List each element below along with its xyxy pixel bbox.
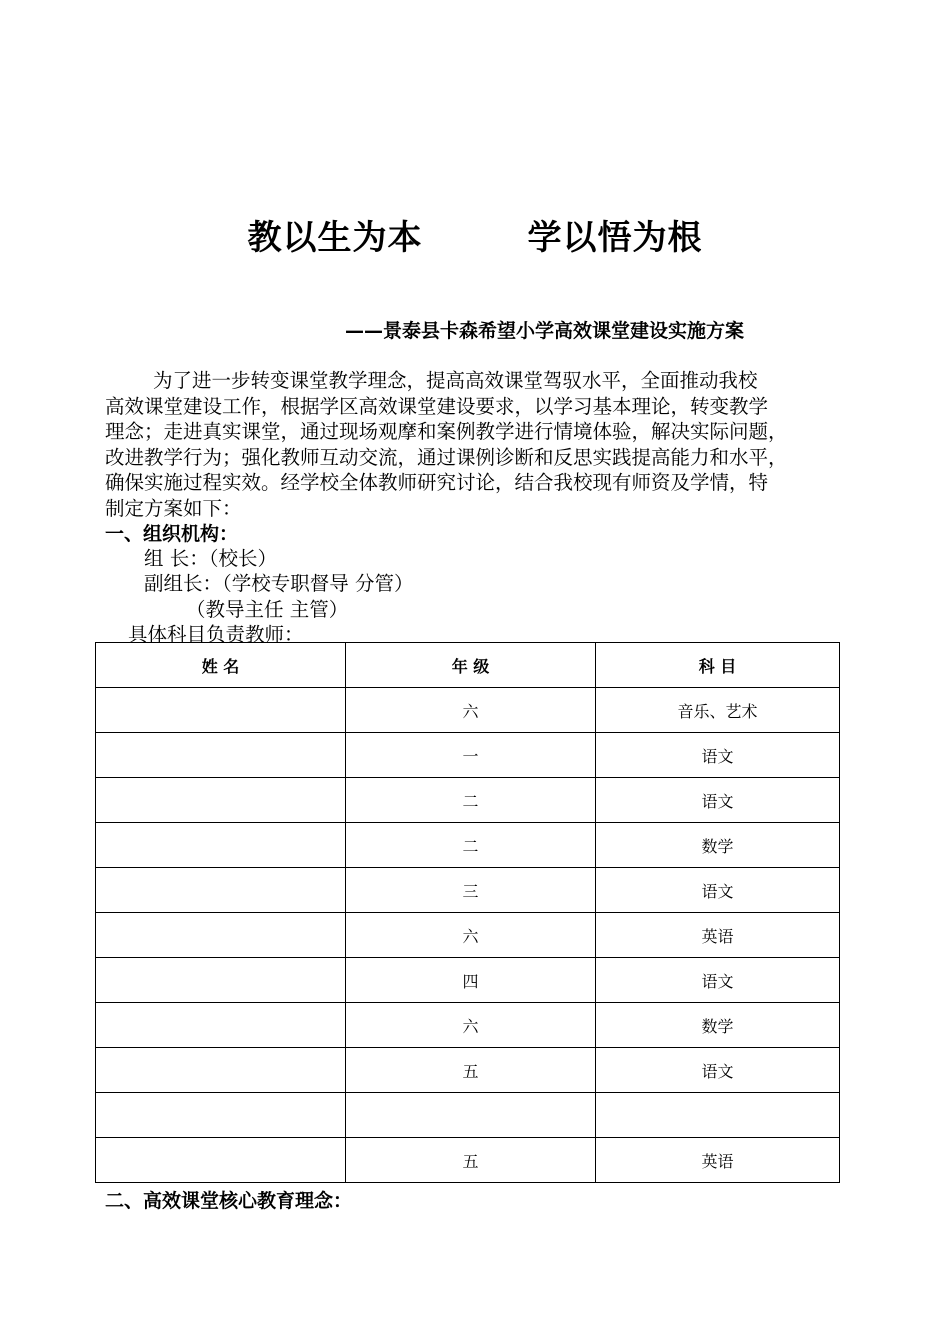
cell-grade: 三 xyxy=(346,868,596,913)
intro-line: 改进教学行为；强化教师互动交流，通过课例诊断和反思实践提高能力和水平， xyxy=(105,445,788,469)
cell-grade: 一 xyxy=(346,733,596,778)
table-row xyxy=(96,958,840,1003)
cell-name xyxy=(96,778,346,823)
cell-grade: 六 xyxy=(346,1003,596,1048)
table-row xyxy=(96,733,840,778)
header-grade: 年 级 xyxy=(346,643,596,688)
teacher-table xyxy=(95,642,840,1183)
subtitle: ——景泰县卡森希望小学高效课堂建设实施方案 xyxy=(345,320,745,342)
title-right: 学以悟为根 xyxy=(527,218,703,258)
table-row xyxy=(96,913,840,958)
intro-line: 制定方案如下： xyxy=(105,496,242,520)
cell-subject: 音乐、艺术 xyxy=(596,688,840,733)
cell-grade: 五 xyxy=(346,1138,596,1183)
cell-name xyxy=(96,1093,346,1138)
table-row xyxy=(96,1138,840,1183)
cell-grade: 六 xyxy=(346,688,596,733)
cell-grade: 四 xyxy=(346,958,596,1003)
cell-name xyxy=(96,1048,346,1093)
cell-name xyxy=(96,823,346,868)
section1-heading: 一、组织机构： xyxy=(105,523,239,545)
table-row xyxy=(96,1048,840,1093)
cell-subject: 英语 xyxy=(596,913,840,958)
leader-line: 组 长：（校长） xyxy=(144,547,277,570)
intro-line: 为了进一步转变课堂教学理念，提高高效课堂驾驭水平，全面推动我校 xyxy=(153,369,758,392)
cell-subject: 数学 xyxy=(596,1003,840,1048)
cell-name xyxy=(96,1003,346,1048)
cell-subject: 数学 xyxy=(596,823,840,868)
cell-subject: 语文 xyxy=(596,958,840,1003)
cell-name xyxy=(96,913,346,958)
cell-name xyxy=(96,733,346,778)
cell-subject: 语文 xyxy=(596,1048,840,1093)
cell-grade: 五 xyxy=(346,1048,596,1093)
header-subject: 科 目 xyxy=(596,643,840,688)
cell-subject: 语文 xyxy=(596,868,840,913)
table-row xyxy=(96,823,840,868)
section2-heading: 二、高效课堂核心教育理念： xyxy=(105,1190,353,1212)
cell-subject: 语文 xyxy=(596,778,840,823)
intro-line: 确保实施过程实效。经学校全体教师研究讨论，结合我校现有师资及学情，特 xyxy=(105,471,769,494)
cell-name xyxy=(96,688,346,733)
deputy-line-2: （教导主任 主管） xyxy=(186,598,349,621)
cell-subject: 英语 xyxy=(596,1138,840,1183)
cell-name xyxy=(96,868,346,913)
title-left: 教以生为本 xyxy=(247,218,423,258)
cell-grade: 六 xyxy=(346,913,596,958)
cell-grade: 二 xyxy=(346,823,596,868)
cell-name xyxy=(96,958,346,1003)
teachers-label: 具体科目负责教师： xyxy=(128,623,304,646)
header-name: 姓 名 xyxy=(96,643,346,688)
table-row xyxy=(96,688,840,733)
table-row xyxy=(96,868,840,913)
table-header-row xyxy=(96,643,840,688)
intro-line: 理念；走进真实课堂，通过现场观摩和案例教学进行情境体验，解决实际问题， xyxy=(105,420,788,443)
cell-subject xyxy=(596,1093,840,1138)
cell-subject: 语文 xyxy=(596,733,840,778)
table-row xyxy=(96,1003,840,1048)
deputy-line: 副组长：（学校专职督导 分管） xyxy=(144,572,414,595)
cell-name xyxy=(96,1138,346,1183)
table-row xyxy=(96,778,840,823)
page-title xyxy=(0,210,950,259)
table-row xyxy=(96,1093,840,1138)
intro-paragraph xyxy=(105,368,865,521)
intro-line: 高效课堂建设工作，根据学区高效课堂建设要求，以学习基本理论，转变教学 xyxy=(105,394,769,418)
cell-grade: 二 xyxy=(346,778,596,823)
cell-grade xyxy=(346,1093,596,1138)
